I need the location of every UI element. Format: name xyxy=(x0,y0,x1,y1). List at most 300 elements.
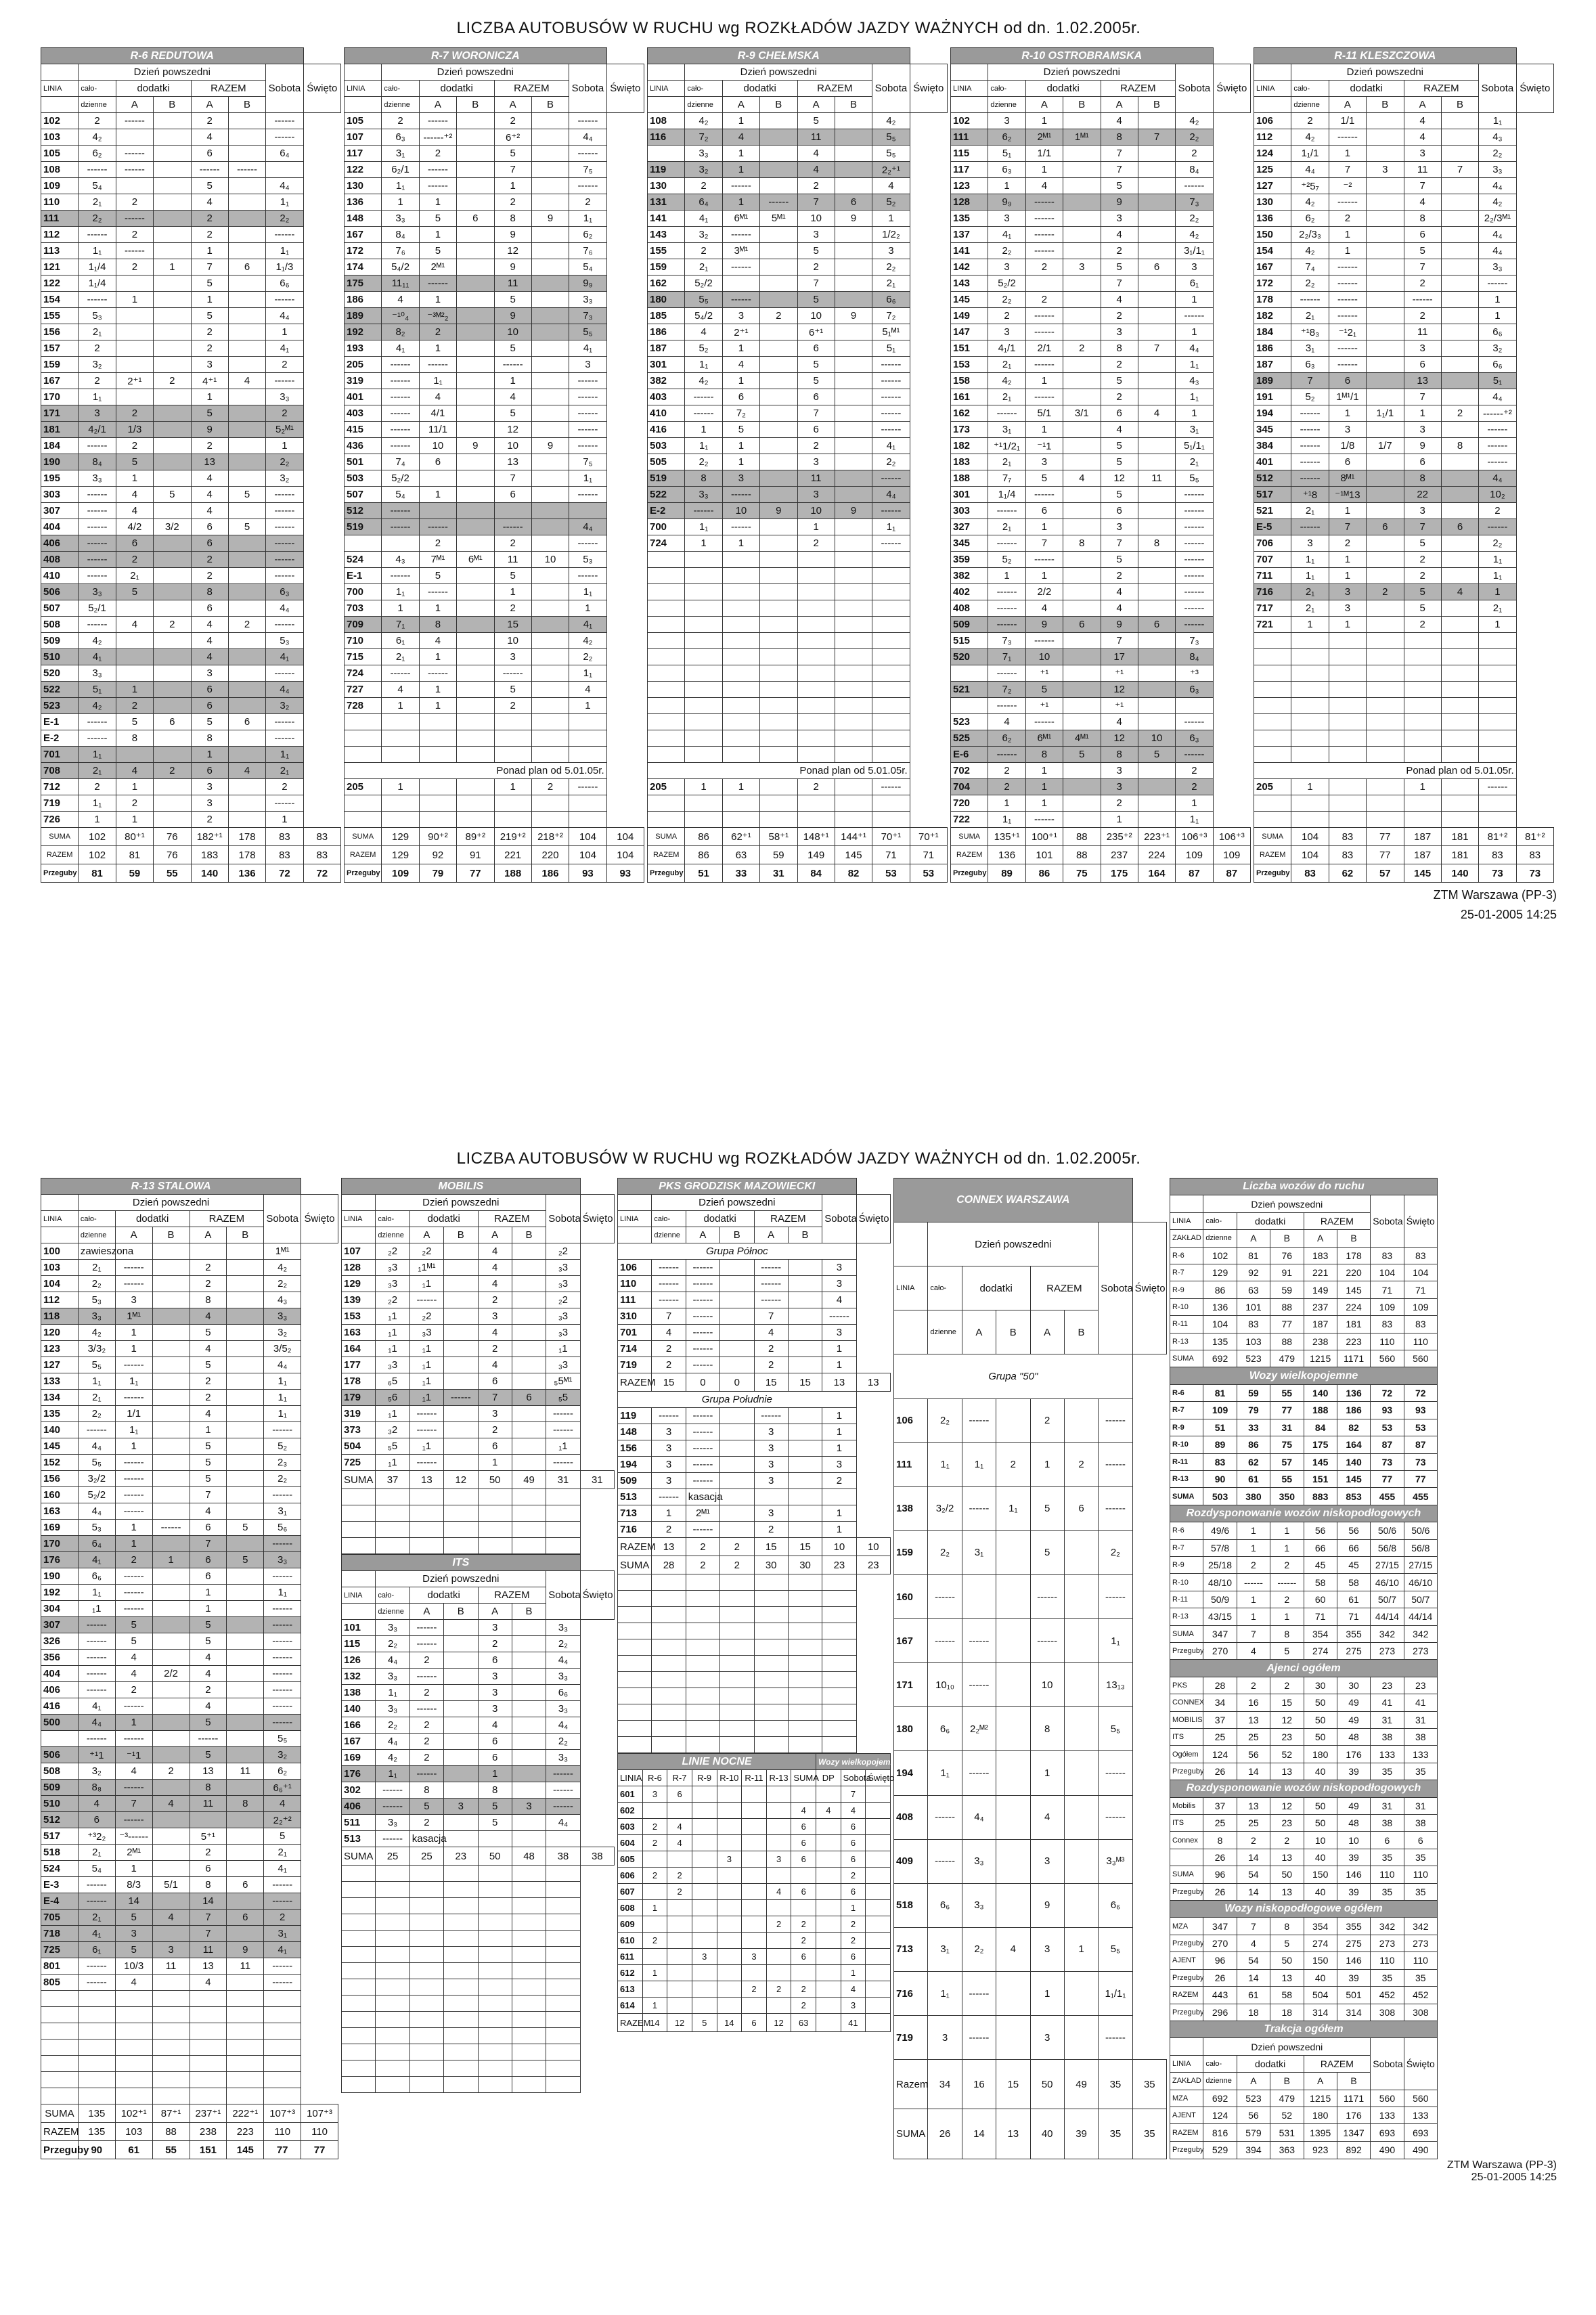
cell xyxy=(531,503,569,519)
table-row xyxy=(41,1341,338,1357)
row-label: 521 xyxy=(1254,503,1291,519)
line-header: LINIA xyxy=(951,81,988,97)
cell: 4 xyxy=(1101,714,1138,730)
row-label xyxy=(342,1866,376,1882)
table-row xyxy=(345,519,644,535)
row-label: SUMA xyxy=(1170,1488,1203,1505)
cell: 2 xyxy=(642,1933,667,1949)
cell xyxy=(894,1222,928,1266)
cell: 2₂ xyxy=(376,1717,409,1734)
cell: 55 xyxy=(1270,1384,1304,1401)
cell: 296 xyxy=(1203,2004,1237,2021)
cell: ₁1 xyxy=(409,1276,443,1292)
cell xyxy=(152,2088,190,2104)
extra-plan-row xyxy=(345,763,644,779)
row-label: 108 xyxy=(41,162,79,178)
cell: 2 xyxy=(797,438,835,454)
cell xyxy=(692,1933,717,1949)
cell: ------ xyxy=(264,1715,301,1731)
cell: 4 xyxy=(115,1650,152,1666)
cell: 30 xyxy=(788,1556,822,1574)
row-label: R-7 xyxy=(1170,1264,1203,1281)
cell xyxy=(152,2056,190,2072)
cell: 10 xyxy=(494,324,531,340)
row-label: 416 xyxy=(648,422,685,438)
cell: ------ xyxy=(872,422,910,438)
cell xyxy=(1367,812,1404,828)
row-label: 170 xyxy=(41,389,79,405)
cell xyxy=(512,1341,546,1357)
cell xyxy=(760,665,797,682)
cell xyxy=(228,275,265,292)
night-row xyxy=(618,1981,891,1998)
cell: 3 xyxy=(692,1949,717,1965)
cell xyxy=(444,1685,478,1701)
cell xyxy=(1367,503,1404,519)
cell: 5₂/2 xyxy=(685,275,722,292)
cell xyxy=(720,1424,754,1440)
row-label: 125 xyxy=(1254,162,1291,178)
cell: 124 xyxy=(1203,1746,1237,1763)
empty-row xyxy=(648,682,948,698)
cell: 1 xyxy=(419,682,456,698)
row-label xyxy=(618,1623,652,1639)
cell: 5₅ xyxy=(1099,1707,1132,1751)
cell: 83 xyxy=(1404,1247,1437,1264)
cell xyxy=(1138,779,1175,795)
row-label: 167 xyxy=(41,373,79,389)
table-row xyxy=(1254,454,1554,470)
row-label: 174 xyxy=(345,259,382,275)
cell: 523 xyxy=(1237,2090,1270,2107)
cell: 6 xyxy=(116,535,153,552)
cell: ⁻³ᴹ²₂ xyxy=(419,308,456,324)
cell xyxy=(1291,747,1329,763)
cell: 3₂ xyxy=(685,227,722,243)
cell: 7 xyxy=(494,470,531,487)
cell xyxy=(822,1607,856,1623)
cell xyxy=(228,129,265,146)
ab-header: A xyxy=(1237,1230,1270,1247)
cell: 75 xyxy=(1063,864,1101,883)
cell xyxy=(546,1979,580,1996)
summary-row xyxy=(1170,1694,1438,1711)
row-label xyxy=(41,2040,79,2056)
table-row xyxy=(951,146,1251,162)
cell: 56 xyxy=(1237,1746,1270,1763)
row-label: 159 xyxy=(894,1530,928,1574)
summary-row xyxy=(1170,1746,1438,1763)
cell: 25/18 xyxy=(1203,1556,1237,1573)
row-label: 176 xyxy=(41,1552,79,1568)
cell xyxy=(227,1715,264,1731)
cell: 7 xyxy=(1138,129,1175,146)
cell xyxy=(457,795,494,812)
cell: 4 xyxy=(419,389,456,405)
cell: 2 xyxy=(191,438,228,454)
row-label: Przeguby xyxy=(1170,1969,1203,1986)
cell xyxy=(1138,665,1175,682)
table-row xyxy=(1254,389,1554,405)
cell: ------ xyxy=(685,389,722,405)
cell xyxy=(154,584,191,600)
cell: 136 xyxy=(1337,1384,1370,1401)
cell: 188 xyxy=(494,864,531,883)
cell: 1₁ xyxy=(928,1442,962,1486)
cell: 2 xyxy=(494,698,531,714)
row-label: 720 xyxy=(951,795,988,812)
cell xyxy=(478,2012,512,2028)
cell: 1 xyxy=(1176,795,1213,812)
table-row xyxy=(345,178,644,194)
cell xyxy=(1138,227,1175,243)
cell: 2 xyxy=(531,779,569,795)
cell xyxy=(1441,617,1478,633)
cell xyxy=(512,1636,546,1652)
row-label: 189 xyxy=(1254,373,1291,389)
cell: 6 xyxy=(478,1652,512,1669)
cell: 2 xyxy=(116,259,153,275)
cell xyxy=(512,2060,546,2077)
row-label xyxy=(342,1898,376,1914)
row-label xyxy=(618,1574,652,1591)
cell: 10 xyxy=(494,633,531,649)
cell: ------ xyxy=(686,1522,719,1538)
cell xyxy=(152,1747,190,1763)
cell: 531 xyxy=(1270,2124,1304,2141)
cell xyxy=(760,422,797,438)
cell: 13 xyxy=(996,2109,1030,2159)
row-label: 140 xyxy=(342,1701,376,1717)
cell xyxy=(546,1963,580,1979)
row-label: 722 xyxy=(951,812,988,828)
cell: 2₂⁺¹ xyxy=(872,162,910,178)
cell: 2 xyxy=(1404,568,1441,584)
cell xyxy=(722,812,759,828)
cell: 1 xyxy=(266,812,303,828)
row-label: 119 xyxy=(648,162,685,178)
cell: 4₂ xyxy=(79,129,116,146)
cell: ------ xyxy=(988,600,1025,617)
cell: 25 xyxy=(1237,1729,1270,1746)
row-label: R-11 xyxy=(1170,1591,1203,1608)
ab-header: A xyxy=(722,97,759,113)
cell: 133 xyxy=(1371,2107,1404,2123)
night-razem-row xyxy=(618,2014,891,2032)
cell xyxy=(116,340,153,357)
cell: 1 xyxy=(1101,812,1138,828)
table-row xyxy=(1254,357,1554,373)
cell: 35 xyxy=(1404,1883,1437,1900)
allday-header: cało- xyxy=(685,81,722,97)
cell: ------ xyxy=(419,275,456,292)
cell xyxy=(760,162,797,178)
cell: 455 xyxy=(1404,1488,1437,1505)
cell: 1 xyxy=(1025,568,1063,584)
cell: ------ xyxy=(382,438,419,454)
cell: 35 xyxy=(1132,2060,1166,2109)
cell xyxy=(444,1750,478,1766)
ab-header: B xyxy=(788,1227,822,1243)
cell: 56 xyxy=(1304,1522,1337,1539)
cell: 38 xyxy=(1404,1815,1437,1832)
row-label: 178 xyxy=(1254,292,1291,308)
row-label: 107 xyxy=(342,1243,376,1260)
cell: ------ xyxy=(1025,227,1063,243)
cell xyxy=(154,227,191,243)
row-label xyxy=(342,1914,376,1931)
cell: 7 xyxy=(1404,178,1441,194)
cell xyxy=(227,1601,264,1617)
cell xyxy=(444,1947,478,1963)
cell: 6⁺² xyxy=(494,129,531,146)
row-label: 117 xyxy=(951,162,988,178)
depot-table xyxy=(647,47,948,883)
table-row xyxy=(345,438,644,454)
cell xyxy=(512,1882,546,1898)
cell xyxy=(788,1408,822,1424)
suma-row xyxy=(342,1847,615,1866)
cell: 237 xyxy=(1304,1298,1337,1315)
cell: 6ᴹ¹ xyxy=(457,552,494,568)
allday-header-2: dzienne xyxy=(376,1604,409,1620)
cell xyxy=(419,714,456,730)
cell: 83 xyxy=(1404,1316,1437,1333)
cell: ------ xyxy=(1291,422,1329,438)
cell: 11 xyxy=(1404,324,1441,340)
cell: 2 xyxy=(797,178,835,194)
cell: 62⁺¹ xyxy=(722,828,759,846)
cell: 1215 xyxy=(1304,1350,1337,1367)
cell xyxy=(720,1440,754,1457)
cell xyxy=(835,422,872,438)
cell: 1 xyxy=(722,194,759,211)
row-label: 135 xyxy=(41,1406,79,1422)
empty-row xyxy=(345,730,644,747)
cell: 1₁ xyxy=(79,795,116,812)
cell: 46/10 xyxy=(1404,1574,1437,1591)
cell xyxy=(1063,389,1101,405)
cell: 5 xyxy=(190,1455,227,1471)
cell: 73 xyxy=(1371,1453,1404,1470)
cell xyxy=(376,2044,409,2060)
cell xyxy=(227,1357,264,1373)
cell: 6₂ xyxy=(79,146,116,162)
cell: ------ xyxy=(1291,405,1329,422)
cell: 1 xyxy=(1030,1751,1064,1795)
cell: ------ xyxy=(569,389,606,405)
day-header-row xyxy=(1170,2038,1438,2055)
cell: ------⁺² xyxy=(419,129,456,146)
cell: ------ xyxy=(419,113,456,129)
table-row xyxy=(41,373,341,389)
cell: ------ xyxy=(266,535,303,552)
cell xyxy=(872,812,910,828)
cell: 6 xyxy=(191,763,228,779)
cell xyxy=(720,1260,754,1276)
cell: 140 xyxy=(1441,864,1478,883)
cell: 59 xyxy=(1237,1384,1270,1401)
row-label: 177 xyxy=(342,1357,376,1373)
cell xyxy=(1064,1398,1098,1442)
cell: ------ xyxy=(686,1457,719,1473)
cell: 178 xyxy=(228,846,265,864)
cell: 222⁺¹ xyxy=(227,2104,264,2123)
extras-header: dodatki xyxy=(409,1587,478,1604)
cell xyxy=(1441,454,1478,470)
summary-row xyxy=(1170,2124,1438,2141)
cell: 88 xyxy=(1270,1333,1304,1350)
cell xyxy=(152,1276,190,1292)
razem-row xyxy=(1254,846,1554,864)
cell xyxy=(228,730,265,747)
cell: 8 xyxy=(478,1782,512,1799)
table-row xyxy=(894,1619,1167,1663)
cell: 35 xyxy=(1371,1763,1404,1780)
cell: 59 xyxy=(116,864,153,883)
cell: 1₁ xyxy=(569,211,606,227)
cell: 12 xyxy=(1270,1797,1304,1814)
row-label: 183 xyxy=(951,454,988,470)
table-row xyxy=(648,503,948,519)
cell xyxy=(512,1505,546,1522)
row-label: 117 xyxy=(345,146,382,162)
cell: 61 xyxy=(1237,1470,1270,1487)
cell: 91 xyxy=(457,846,494,864)
empty-row xyxy=(41,2007,338,2023)
cell xyxy=(512,1931,546,1947)
cell: 11/1 xyxy=(419,422,456,438)
day-header-row xyxy=(648,64,948,81)
cell xyxy=(760,357,797,373)
cell: 1 xyxy=(988,568,1025,584)
row-label: 711 xyxy=(1254,568,1291,584)
cell: 1 xyxy=(115,1536,152,1552)
cell xyxy=(1329,649,1366,665)
allday-header: cało- xyxy=(1291,81,1329,97)
row-label xyxy=(342,1931,376,1947)
cell: 2 xyxy=(79,340,116,357)
cell xyxy=(444,1308,478,1325)
cell xyxy=(788,1656,822,1672)
cell xyxy=(266,162,303,178)
cell: 1/8 xyxy=(1329,438,1366,454)
cell: 60 xyxy=(1304,1591,1337,1608)
row-label: 166 xyxy=(342,1717,376,1734)
cell: 2 xyxy=(1404,617,1441,633)
cell: 133 xyxy=(1404,2107,1437,2123)
cell: 5 xyxy=(1063,747,1101,763)
cell xyxy=(1138,633,1175,649)
row-label: 123 xyxy=(951,178,988,194)
cell: 6₁ xyxy=(382,633,419,649)
cell: 82 xyxy=(835,864,872,883)
cell xyxy=(717,1916,742,1933)
holiday-header: Święto xyxy=(580,1195,614,1243)
day-header-row xyxy=(342,1571,615,1587)
cell: ------ xyxy=(1099,1574,1132,1618)
table-row xyxy=(41,1503,338,1520)
cell: 1₁ xyxy=(78,1373,115,1390)
cell: 90 xyxy=(1203,1470,1237,1487)
table-row xyxy=(41,1585,338,1601)
cell xyxy=(760,698,797,714)
cell: 6 xyxy=(841,1851,866,1868)
cell xyxy=(1441,714,1478,730)
cell xyxy=(457,373,494,389)
cell: ------ xyxy=(78,1633,115,1650)
cell: 72 xyxy=(1371,1384,1404,1401)
cell xyxy=(1063,584,1101,600)
cell: ₃3 xyxy=(376,1276,409,1292)
cell: ------ xyxy=(754,1276,788,1292)
row-label: 153 xyxy=(951,357,988,373)
cell: 1 xyxy=(722,146,759,162)
row-label xyxy=(618,1656,652,1672)
night-large-title: Wozy wielkopojemne xyxy=(816,1754,891,1770)
cell xyxy=(457,308,494,324)
table-row xyxy=(894,1883,1167,1927)
cell xyxy=(546,2077,580,2093)
table-row xyxy=(1254,259,1554,275)
cell xyxy=(1479,682,1516,698)
cell xyxy=(444,1636,478,1652)
cell: 81 xyxy=(1203,1384,1237,1401)
cell: 2₂ xyxy=(264,1471,301,1487)
table-row xyxy=(951,763,1251,779)
cell xyxy=(531,227,569,243)
cell xyxy=(444,2060,478,2077)
cell: 2 xyxy=(1101,389,1138,405)
cell xyxy=(1441,812,1478,828)
cell xyxy=(1367,617,1404,633)
cell: 8 xyxy=(1138,535,1175,552)
cell: 35 xyxy=(1371,1849,1404,1866)
cell xyxy=(512,1243,546,1260)
row-label: SUMA xyxy=(1170,1625,1203,1642)
cell xyxy=(1063,779,1101,795)
row-label: 509 xyxy=(618,1473,652,1489)
cell xyxy=(722,747,759,763)
cell xyxy=(686,1591,719,1607)
cell: 133 xyxy=(1371,1746,1404,1763)
depot-header-row xyxy=(951,48,1251,64)
cell xyxy=(512,2077,546,2093)
row-label: 136 xyxy=(345,194,382,211)
cell xyxy=(788,1260,822,1276)
cell: 51 xyxy=(1203,1419,1237,1436)
row-label: R-13 xyxy=(1170,1470,1203,1487)
cell xyxy=(512,1325,546,1341)
cell: 2 xyxy=(766,1916,791,1933)
cell: ------ xyxy=(382,503,419,519)
row-label: 523 xyxy=(951,714,988,730)
section-header-row xyxy=(1170,1901,1438,1918)
cell: 148⁺¹ xyxy=(797,828,835,846)
row-label: 717 xyxy=(1254,600,1291,617)
cell xyxy=(835,617,872,633)
cell: ⁻³------ xyxy=(115,1828,152,1845)
cell: 135 xyxy=(1203,1333,1237,1350)
cell xyxy=(866,1933,891,1949)
cell: 88 xyxy=(1270,1298,1304,1315)
cell: 31 xyxy=(1371,1711,1404,1728)
cell xyxy=(1367,714,1404,730)
cell xyxy=(760,113,797,129)
cell: ------ xyxy=(382,389,419,405)
cell: 2 xyxy=(1064,1442,1098,1486)
row-label: 500 xyxy=(41,1715,79,1731)
